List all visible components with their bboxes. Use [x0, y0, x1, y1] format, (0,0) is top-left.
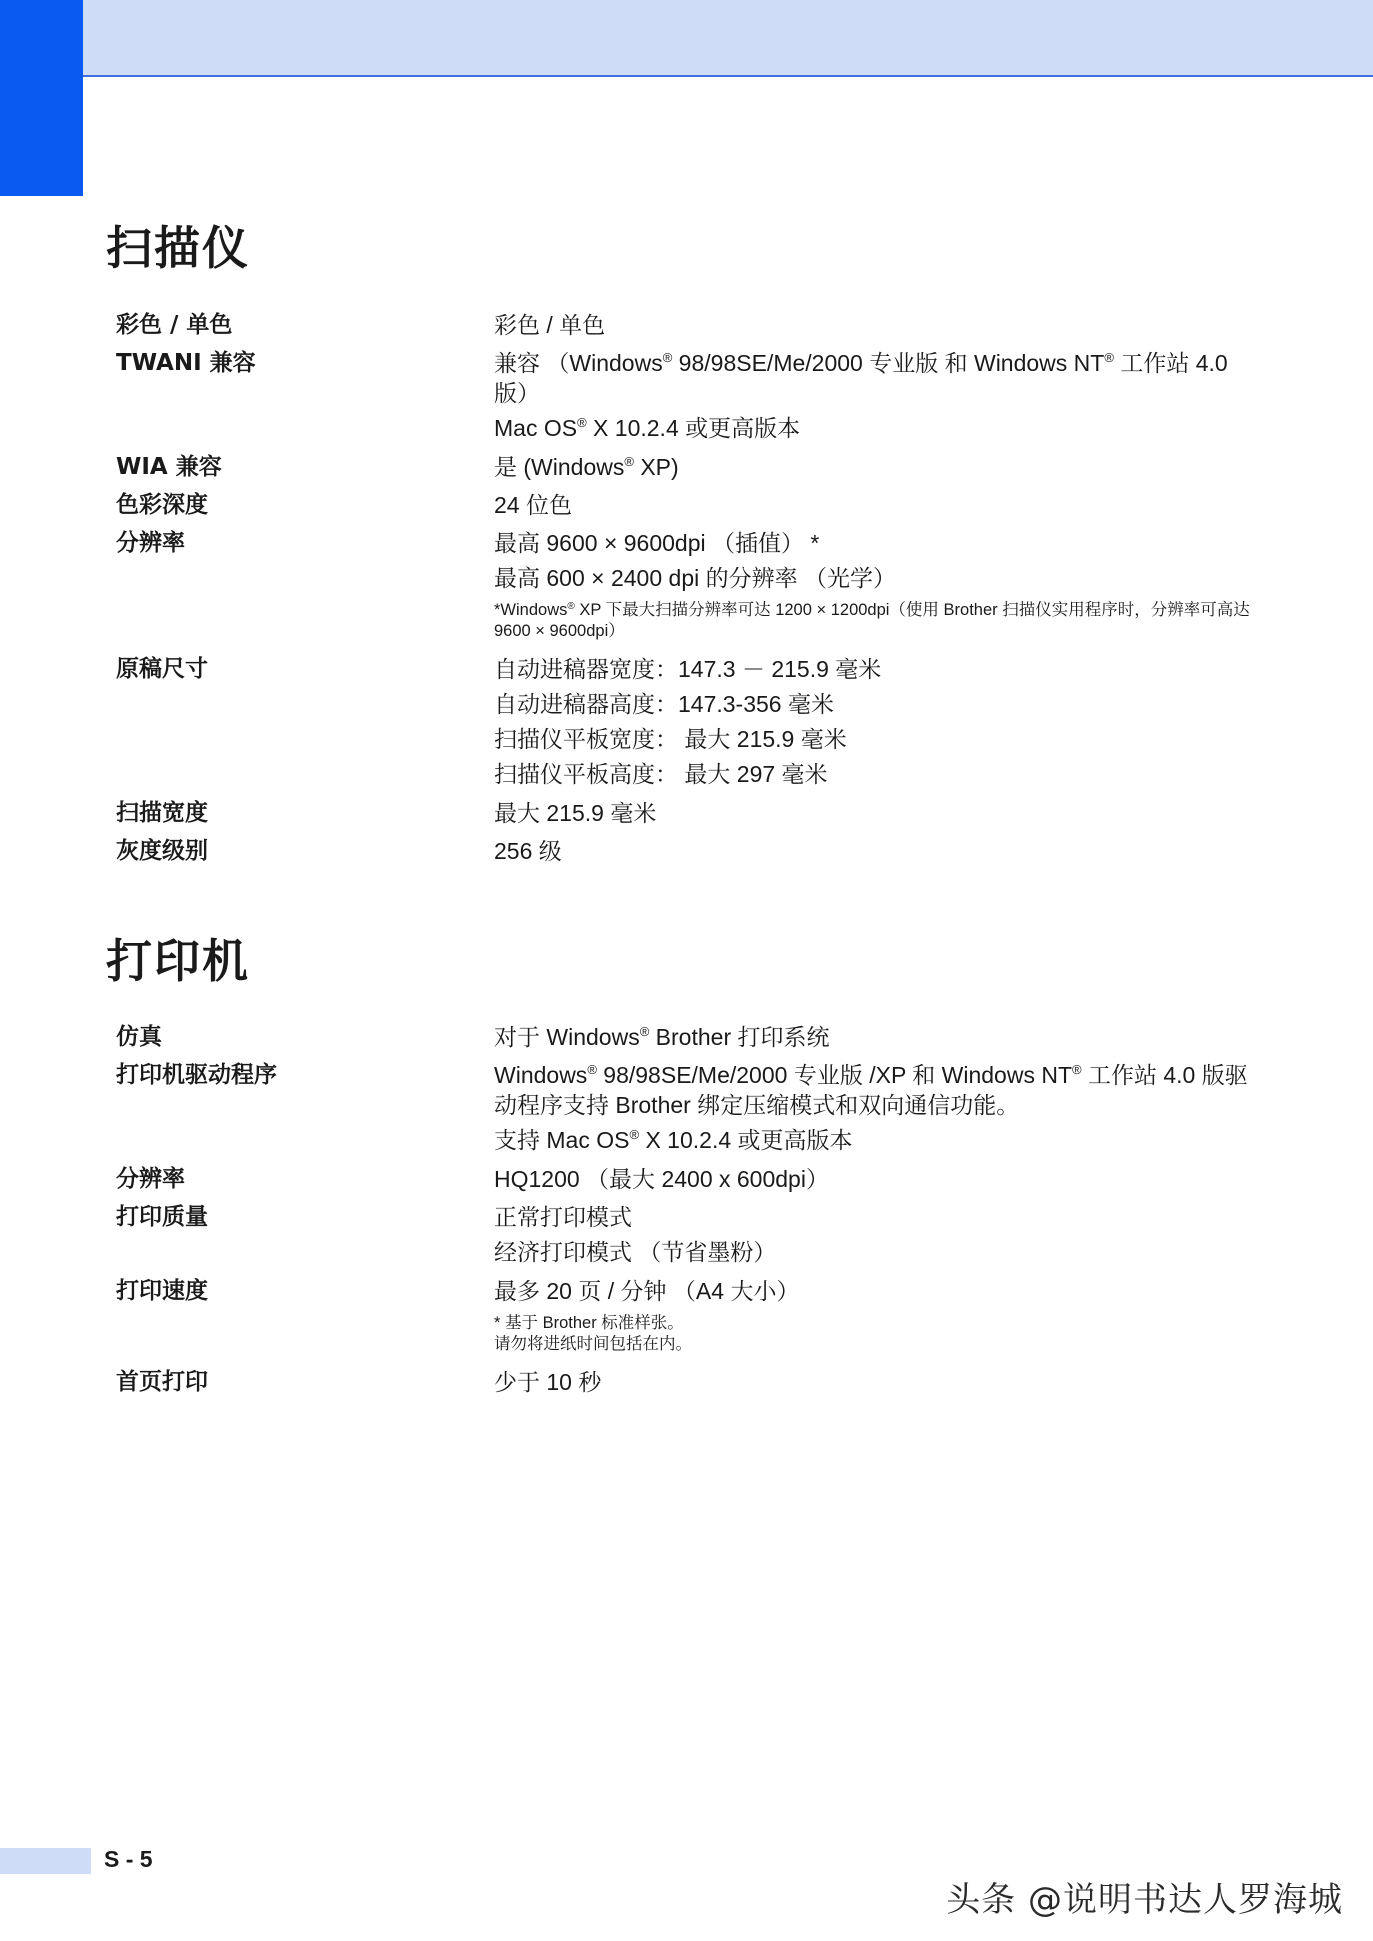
spec-value: 对于 Windows® Brother 打印系统 — [494, 1024, 830, 1050]
spec-label: TWANI 兼容 — [116, 350, 256, 376]
spec-label: 原稿尺寸 — [116, 656, 208, 682]
spec-row-print-resolution — [116, 1162, 1256, 1197]
printer-spec-table — [116, 1020, 1256, 1400]
header-band — [0, 0, 1373, 77]
spec-value: 最高 600 × 2400 dpi 的分辨率 （光学） — [494, 565, 897, 591]
spec-label: WIA 兼容 — [116, 454, 222, 480]
spec-row-scan-width — [116, 796, 1256, 831]
spec-value: 少于 10 秒 — [494, 1369, 602, 1395]
spec-value: 24 位色 — [494, 492, 572, 518]
spec-label: 仿真 — [116, 1024, 162, 1050]
spec-value: 扫描仪平板宽度： 最大 215.9 毫米 — [494, 726, 847, 752]
spec-value: Windows® 98/98SE/Me/2000 专业版 /XP 和 Windows NT® 工作站 4.0 版驱动程序支持 Brother 绑定压缩模式和双向通信功能。 — [494, 1062, 1248, 1118]
spec-label: 首页打印 — [116, 1369, 208, 1395]
spec-value: 经济打印模式 （节省墨粉） — [494, 1239, 777, 1265]
spec-row-driver — [116, 1058, 1256, 1158]
spec-label: 彩色 / 单色 — [116, 312, 233, 338]
spec-row-depth — [116, 488, 1256, 523]
spec-value: 正常打印模式 — [494, 1204, 632, 1230]
spec-label: 扫描宽度 — [116, 800, 208, 826]
spec-row-emulation — [116, 1020, 1256, 1055]
spec-row-resolution — [116, 526, 1256, 648]
spec-row-color — [116, 308, 1256, 343]
spec-value: 支持 Mac OS® X 10.2.4 或更高版本 — [494, 1127, 853, 1153]
spec-label: 打印速度 — [116, 1278, 208, 1304]
spec-value: 是 (Windows® XP) — [494, 454, 679, 480]
spec-value: HQ1200 （最大 2400 x 600dpi） — [494, 1166, 829, 1192]
spec-note: * 基于 Brother 标准样张。 请勿将进纸时间包括在内。 — [494, 1314, 692, 1353]
spec-value: 自动进稿器宽度：147.3 － 215.9 毫米 — [494, 656, 882, 682]
spec-note: *Windows® XP 下最大扫描分辨率可达 1200 × 1200dpi（使用 Brother 扫描仪实用程序时，分辨率可高达 9600 × 9600dpi） — [494, 601, 1250, 640]
footer-bar — [0, 1848, 91, 1874]
spec-value: 最多 20 页 / 分钟 （A4 大小） — [494, 1278, 800, 1304]
spec-label: 打印质量 — [116, 1204, 208, 1230]
spec-row-print-speed — [116, 1274, 1256, 1361]
spec-value: 最高 9600 × 9600dpi （插值） * — [494, 530, 820, 556]
page-number: S - 5 — [104, 1846, 153, 1872]
spec-row-grayscale — [116, 834, 1256, 869]
chapter-tab — [0, 0, 83, 196]
spec-label: 分辨率 — [116, 1166, 185, 1192]
spec-row-first-page — [116, 1365, 1256, 1400]
spec-value: Mac OS® X 10.2.4 或更高版本 — [494, 415, 801, 441]
spec-row-document-size — [116, 652, 1256, 792]
spec-label: 灰度级别 — [116, 838, 208, 864]
spec-value: 自动进稿器高度：147.3-356 毫米 — [494, 691, 834, 717]
scanner-section-title: 扫描仪 — [106, 221, 250, 275]
printer-section-title: 打印机 — [106, 934, 250, 988]
spec-value: 彩色 / 单色 — [494, 312, 606, 338]
spec-value: 256 级 — [494, 838, 562, 864]
spec-row-print-quality — [116, 1200, 1256, 1270]
watermark: 头条 @说明书达人罗海城 — [946, 1880, 1343, 1920]
spec-value: 扫描仪平板高度： 最大 297 毫米 — [494, 761, 828, 787]
spec-value: 兼容 （Windows® 98/98SE/Me/2000 专业版 和 Windows NT® 工作站 4.0 版） — [494, 350, 1228, 406]
spec-value: 最大 215.9 毫米 — [494, 800, 657, 826]
spec-label: 打印机驱动程序 — [116, 1062, 277, 1088]
spec-row-twain — [116, 346, 1256, 446]
scanner-spec-table — [116, 308, 1256, 869]
spec-label: 色彩深度 — [116, 492, 208, 518]
spec-row-wia — [116, 450, 1256, 485]
spec-label: 分辨率 — [116, 530, 185, 556]
